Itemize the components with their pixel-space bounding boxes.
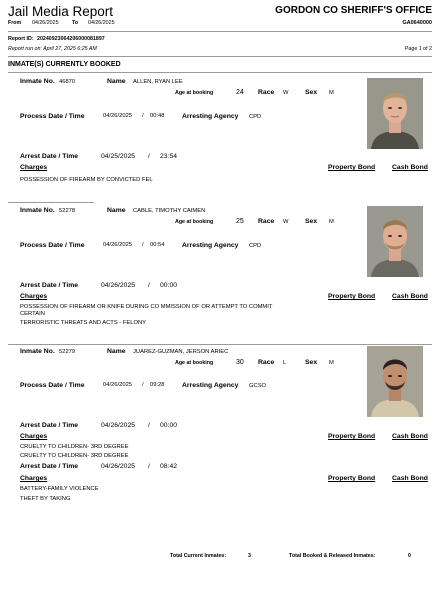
section-title: INMATE(S) CURRENTLY BOOKED	[8, 61, 121, 68]
charge-item: THEFT BY TAKING	[20, 496, 71, 502]
process-time: 00:48	[150, 113, 165, 119]
inmate-name: CABLE, TIMOTHY CAIMEN	[133, 208, 206, 214]
race-value: W	[283, 219, 289, 225]
sex-label: Sex	[305, 359, 318, 366]
process-date: 04/26/2025	[103, 242, 133, 248]
charge-item: CRUELTY TO CHILDREN- 3RD DEGREE	[20, 453, 129, 459]
inmate-name: ALLEN, RYAN LEE	[133, 79, 183, 85]
race-value: W	[283, 90, 289, 96]
sex-value: M	[329, 90, 334, 96]
arrest-slash: /	[148, 153, 150, 160]
arrest-label: Arrest Date / Time	[20, 153, 79, 160]
name-label: Name	[107, 348, 126, 355]
arrest-label: Arrest Date / Time	[20, 282, 79, 289]
report-id-label: Report ID:	[8, 36, 34, 42]
property-bond-label: Property Bond	[328, 164, 376, 171]
charges-label: Charges	[20, 164, 48, 171]
report-run-on: Report run on: April 27, 2025 6:25 AM	[8, 46, 97, 52]
report-title: Jail Media Report	[8, 4, 114, 19]
sex-label: Sex	[305, 89, 318, 96]
race-value: L	[283, 360, 287, 366]
total-booked-value: 0	[408, 553, 411, 559]
charge-item: POSSESSION OF FIREARM BY CONVICTED FEL	[20, 177, 153, 183]
charges-label: Charges	[20, 293, 48, 300]
property-bond-label: Property Bond	[328, 433, 376, 440]
charges-label: Charges	[20, 433, 48, 440]
arrest-date: 04/26/2025	[101, 422, 136, 429]
sex-value: M	[329, 219, 334, 225]
section-divider-bottom	[8, 72, 432, 73]
process-time: 09:28	[150, 382, 165, 388]
sex-label: Sex	[305, 218, 318, 225]
to-label: To	[72, 20, 79, 26]
process-slash: /	[142, 113, 144, 119]
charge-item: CRUELTY TO CHILDREN- 3RD DEGREE	[20, 444, 129, 450]
inmate-no: 46870	[59, 79, 76, 85]
arrest-slash: /	[148, 422, 150, 429]
total-current-label: Total Current Inmates:	[170, 553, 227, 559]
cash-bond-label: Cash Bond	[392, 164, 428, 171]
arrest-time: 23:54	[160, 153, 178, 160]
age-value: 25	[236, 218, 244, 225]
process-label: Process Date / Time	[20, 242, 85, 249]
arrest-slash: /	[148, 282, 150, 289]
inmate-no: 52278	[59, 208, 76, 214]
record-divider	[8, 344, 432, 345]
property-bond-label: Property Bond	[328, 293, 376, 300]
office-name: GORDON CO SHERIFF'S OFFICE	[275, 5, 432, 16]
cash-bond-label: Cash Bond	[392, 433, 428, 440]
from-label: From	[8, 20, 22, 26]
from-date: 04/26/2025	[32, 20, 59, 26]
name-label: Name	[107, 207, 126, 214]
inmate-no-label: Inmate No.	[20, 207, 55, 214]
inmate-no-label: Inmate No.	[20, 78, 55, 85]
charge-item: BATTERY-FAMILY VIOLENCE	[20, 486, 99, 492]
charge-item: TERRORISTIC THREATS AND ACTS - FELONY	[20, 320, 147, 326]
header-divider	[8, 31, 432, 32]
total-booked-label: Total Booked & Released Inmates:	[289, 553, 376, 559]
agency-label: Arresting Agency	[182, 113, 239, 120]
process-date: 04/26/2025	[103, 382, 133, 388]
process-label: Process Date / Time	[20, 113, 85, 120]
race-label: Race	[258, 89, 275, 96]
charges-label: Charges	[20, 475, 48, 482]
section-divider	[8, 56, 432, 57]
process-slash: /	[142, 242, 144, 248]
property-bond-label: Property Bond	[328, 475, 376, 482]
arrest-time: 00:00	[160, 422, 178, 429]
report-id: 20240923064206000081897	[37, 36, 105, 42]
mugshot-photo	[367, 206, 423, 277]
agency-value: CPD	[249, 243, 262, 249]
agency-value: CPD	[249, 114, 262, 120]
charge-item: CERTAIN	[20, 311, 45, 317]
age-value: 30	[236, 359, 244, 366]
org-id: GA0640000	[402, 20, 432, 26]
mugshot-photo	[367, 78, 423, 149]
arrest-date: 04/26/2025	[101, 463, 136, 470]
record-divider	[8, 202, 94, 203]
arrest-date: 04/25/2025	[101, 153, 136, 160]
arrest-label: Arrest Date / Time	[20, 422, 79, 429]
to-date: 04/26/2025	[88, 20, 115, 26]
age-label: Age at booking	[175, 90, 214, 96]
sex-value: M	[329, 360, 334, 366]
arrest-date: 04/26/2025	[101, 282, 136, 289]
process-time: 00:54	[150, 242, 165, 248]
inmate-no: 52279	[59, 349, 76, 355]
cash-bond-label: Cash Bond	[392, 293, 428, 300]
cash-bond-label: Cash Bond	[392, 475, 428, 482]
process-date: 04/26/2025	[103, 113, 133, 119]
total-current-value: 3	[248, 553, 251, 559]
age-label: Age at booking	[175, 219, 214, 225]
arrest-time: 08:42	[160, 463, 178, 470]
process-slash: /	[142, 382, 144, 388]
inmate-no-label: Inmate No.	[20, 348, 55, 355]
process-label: Process Date / Time	[20, 382, 85, 389]
race-label: Race	[258, 359, 275, 366]
charge-item: POSSESSION OF FIREARM OR KNIFE DURING CO MMISSION OF OR ATTEMPT TO COMMIT	[20, 304, 273, 310]
race-label: Race	[258, 218, 275, 225]
agency-value: GCSO	[249, 383, 267, 389]
inmate-name: JUAREZ-GUZMAN, JERSON ARIEC	[133, 349, 229, 355]
arrest-slash: /	[148, 463, 150, 470]
mugshot-photo	[367, 346, 423, 417]
arrest-time: 00:00	[160, 282, 178, 289]
arrest-label: Arrest Date / Time	[20, 463, 79, 470]
agency-label: Arresting Agency	[182, 242, 239, 249]
age-value: 24	[236, 89, 244, 96]
age-label: Age at booking	[175, 360, 214, 366]
agency-label: Arresting Agency	[182, 382, 239, 389]
page-number: Page 1 of 2	[404, 46, 432, 52]
name-label: Name	[107, 78, 126, 85]
